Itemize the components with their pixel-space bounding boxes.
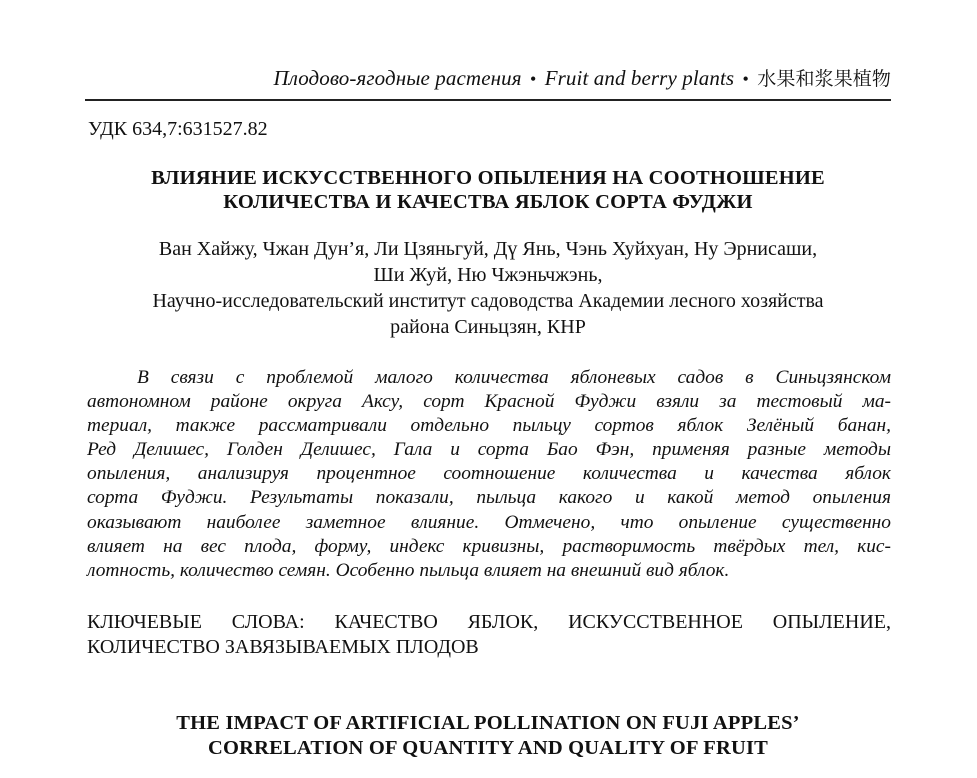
bullet-separator: • bbox=[529, 69, 537, 89]
abstract-line: териал, также рассматривали отдельно пыльцу сортов яблок Зелёный банан, bbox=[87, 415, 891, 437]
authors-line: Ши Жуй, Ню Чжэньчжэнь, bbox=[373, 264, 603, 286]
title-en-line: THE IMPACT OF ARTIFICIAL POLLINATION ON FUJI APPLES’ bbox=[176, 712, 800, 734]
authors-line: Ван Хайжу, Чжан Дун’я, Ли Цзяньгуй, Дү Янь, Чэнь Хуйхуан, Ну Эрнисаши, bbox=[158, 238, 818, 260]
title-ru-line: ВЛИЯНИЕ ИСКУССТВЕННОГО ОПЫЛЕНИЯ НА СООТНОШЕНИЕ bbox=[151, 167, 825, 189]
running-header-cn: 水果和浆果植物 bbox=[757, 68, 891, 90]
document-page bbox=[85, 0, 891, 778]
bullet-separator: • bbox=[742, 69, 749, 89]
title-ru-line: КОЛИЧЕСТВА И КАЧЕСТВА ЯБЛОК СОРТА ФУДЖИ bbox=[223, 191, 753, 213]
keywords-line: КОЛИЧЕСТВО ЗАВЯЗЫВАЕМЫХ ПЛОДОВ bbox=[87, 636, 479, 658]
abstract-line: Ред Делишес, Голден Делишес, Гала и сорта Бао Фэн, применяя разные методы bbox=[87, 439, 891, 461]
affiliation-line: Научно-исследовательский институт садоводства Академии лесного хозяйства bbox=[152, 290, 824, 312]
article-title-ru bbox=[85, 166, 891, 214]
running-header-en: Fruit and berry plants bbox=[544, 66, 735, 90]
author-list bbox=[85, 236, 891, 288]
article-title-en bbox=[85, 711, 891, 761]
abstract bbox=[87, 366, 891, 583]
header-divider bbox=[85, 99, 891, 101]
abstract-line: сорта Фуджи. Результаты показали, пыльца какого и какой метод опыления bbox=[87, 487, 891, 509]
running-header bbox=[85, 64, 891, 91]
abstract-line: влияет на вес плода, форму, индекс кривизны, растворимость твёрдых тел, кис- bbox=[87, 535, 891, 557]
keywords-line: КЛЮЧЕВЫЕ СЛОВА: КАЧЕСТВО ЯБЛОК, ИСКУССТВЕННОЕ ОПЫЛЕНИЕ, bbox=[87, 611, 891, 633]
abstract-line: В связи с проблемой малого количества яблоневых садов в Синьцзянском bbox=[137, 367, 891, 388]
keywords bbox=[87, 610, 891, 660]
affiliation bbox=[85, 288, 891, 340]
udk-code: УДК 634,7:631527.82 bbox=[88, 118, 268, 140]
affiliation-line: района Синьцзян, КНР bbox=[390, 316, 586, 338]
abstract-line: оказывают наиболее заметное влияние. Отмечено, что опыление существенно bbox=[87, 511, 891, 533]
abstract-line: автономном районе округа Аксу, сорт Красной Фуджи взяли за тестовый ма- bbox=[87, 391, 891, 413]
abstract-line: лотность, количество семян. Особенно пыльца влияет на внешний вид яблок. bbox=[87, 559, 730, 581]
abstract-line: опыления, анализируя процентное соотношение количества и качества яблок bbox=[87, 463, 891, 485]
title-en-line: CORRELATION OF QUANTITY AND QUALITY OF FRUIT bbox=[207, 737, 769, 759]
running-header-ru: Плодово-ягодные растения bbox=[273, 66, 522, 90]
